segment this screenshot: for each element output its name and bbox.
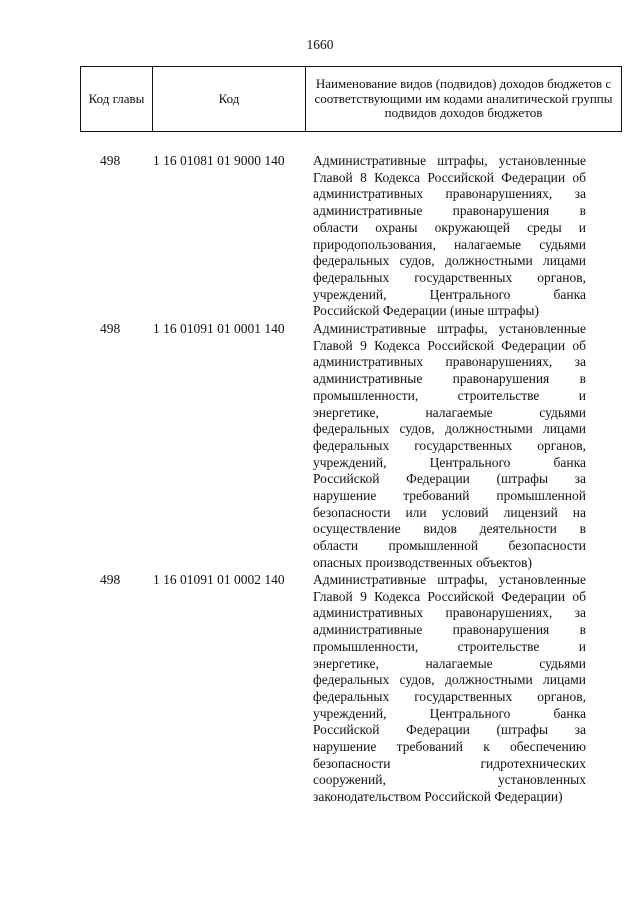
description-line: административных правонарушениях, за [313,605,586,621]
description-line: Российской Федерации (иные штрафы) [313,303,539,319]
description-line: энергетике, налагаемые судьями [313,404,586,420]
description-line: федеральных судов, должностными лицами [313,253,586,269]
row-chapter-code: 498 [100,572,121,587]
description-line: промышленности, строительстве и [313,387,586,403]
row-chapter-code: 498 [100,153,121,168]
description-line: Главой 9 Кодекса Российской Федерации об [313,337,586,353]
header-description: Наименование видов (подвидов) доходов бюджетов с соответствующими им кодами аналитической группы подвидов доходов бюджетов [306,67,622,132]
description-line: федеральных судов, должностными лицами [313,421,586,437]
description-line: Административные штрафы, установленные [313,321,586,336]
description-line: Российской Федерации (штрафы за [313,471,586,487]
description-line: безопасности или условий лицензий на [313,504,586,520]
description-line: нарушение требований промышленной [313,488,586,504]
description-line: учреждений, Центрального банка [313,454,586,470]
description-line: области охраны окружающей среды и [313,219,586,235]
description-line: природопользования, налагаемые судьями [313,236,586,252]
description-line: законодательством Российской Федерации) [313,789,563,805]
description-line: нарушение требований к обеспечению [313,739,586,755]
description-line: административных правонарушениях, за [313,186,586,202]
row-description [313,321,586,572]
row-code: 1 16 01091 01 0002 140 [153,572,285,587]
description-line: административные правонарушения в [313,203,586,219]
description-line: административные правонарушения в [313,371,586,387]
description-line: федеральных государственных органов, [313,437,586,453]
description-line: безопасности гидротехнических [313,755,586,771]
description-line: Административные штрафы, установленные [313,153,586,168]
description-line: федеральных судов, должностными лицами [313,672,586,688]
description-line: федеральных государственных органов, [313,269,586,285]
description-line: Административные штрафы, установленные [313,572,586,587]
description-line: области промышленной безопасности [313,538,586,554]
page-number: 1660 [306,37,334,52]
description-line: административных правонарушениях, за [313,354,586,370]
table-header [80,66,622,132]
row-code: 1 16 01091 01 0001 140 [153,321,285,336]
description-line: учреждений, Центрального банка [313,286,586,302]
header-chapter-code: Код главы [81,67,153,132]
description-line: промышленности, строительстве и [313,638,586,654]
row-code: 1 16 01081 01 9000 140 [153,153,285,168]
header-code: Код [153,67,306,132]
row-description [313,153,586,320]
description-line: Главой 9 Кодекса Российской Федерации об [313,588,586,604]
description-line: опасных производственных объектов) [313,554,532,570]
row-description [313,572,586,806]
description-line: Главой 8 Кодекса Российской Федерации об [313,169,586,185]
description-line: Российской Федерации (штрафы за [313,722,586,738]
description-line: федеральных государственных органов, [313,688,586,704]
row-chapter-code: 498 [100,321,121,336]
description-line: учреждений, Центрального банка [313,705,586,721]
description-line: осуществление видов деятельности в [313,521,586,537]
description-line: энергетике, налагаемые судьями [313,655,586,671]
description-line: административные правонарушения в [313,622,586,638]
description-line: сооружений, установленных [313,772,586,788]
